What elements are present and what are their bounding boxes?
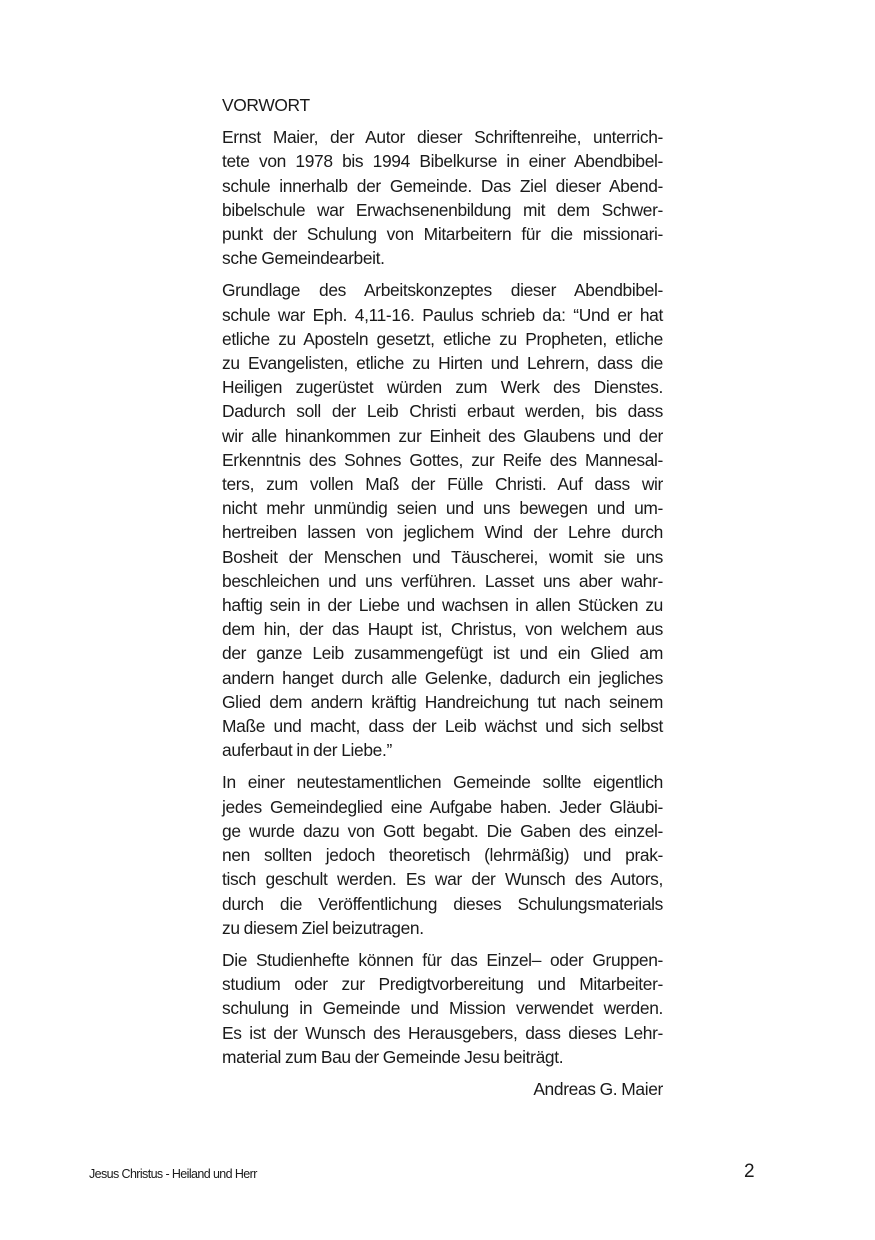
text-line: auferbaut in der Liebe.” <box>222 740 392 761</box>
text-line: beschleichen und uns verführen. Lasset uns aber wahr- <box>222 570 663 591</box>
signature: Andreas G. Maier <box>533 1078 663 1099</box>
text-line: zu diesem Ziel beizutragen. <box>222 917 424 938</box>
text-line: studium oder zur Predigtvorbereitung und Mitarbeiter- <box>222 974 663 995</box>
paragraph-3 <box>222 770 663 939</box>
text-line: schule innerhalb der Gemeinde. Das Ziel dieser Abend- <box>222 175 663 196</box>
text-line: Die Studienhefte können für das Einzel– oder Gruppen- <box>222 949 663 970</box>
text-line: schule war Eph. 4,11-16. Paulus schrieb da: “Und er hat <box>222 304 663 325</box>
text-line: Heiligen zugerüstet würden zum Werk des Dienstes. <box>222 377 663 398</box>
text-line: Es ist der Wunsch des Herausgebers, dass dieses Lehr- <box>222 1022 663 1043</box>
text-line: Grundlage des Arbeitskonzeptes dieser Abendbibel- <box>222 280 663 301</box>
text-line: bibelschule war Erwachsenenbildung mit dem Schwer- <box>222 199 663 220</box>
text-line: Bosheit der Menschen und Täuscherei, womit sie uns <box>222 546 663 567</box>
text-line: Maße und macht, dass der Leib wächst und sich selbst <box>222 716 663 737</box>
text-line: durch die Veröffentlichung dieses Schulungsmaterials <box>222 893 663 914</box>
page-title: VORWORT <box>222 95 310 115</box>
text-line: wir alle hinankommen zur Einheit des Glaubens und der <box>222 425 663 446</box>
paragraph-4 <box>222 948 663 1069</box>
text-line: der ganze Leib zusammengefügt ist und ein Glied am <box>222 643 663 664</box>
text-line: dem hin, der das Haupt ist, Christus, von welchem aus <box>222 619 663 640</box>
text-line: tisch geschult werden. Es war der Wunsch des Autors, <box>222 869 663 890</box>
text-line: Dadurch soll der Leib Christi erbaut werden, bis dass <box>222 401 663 422</box>
text-line: sche Gemeindearbeit. <box>222 248 385 269</box>
text-line: Glied dem andern kräftig Handreichung tut nach seinem <box>222 691 663 712</box>
text-line: hertreiben lassen von jeglichem Wind der Lehre durch <box>222 522 663 543</box>
text-line: schulung in Gemeinde und Mission verwendet werden. <box>222 998 663 1019</box>
main-text <box>222 93 663 1101</box>
text-line: tete von 1978 bis 1994 Bibelkurse in einer Abendbibel- <box>222 151 663 172</box>
text-line: zu Evangelisten, etliche zu Hirten und Lehrern, dass die <box>222 353 663 374</box>
text-line: ge wurde dazu von Gott begabt. Die Gaben des einzel- <box>222 820 663 841</box>
footer-title: Jesus Christus - Heiland und Herr <box>89 1167 257 1181</box>
text-line: Ernst Maier, der Autor dieser Schriftenreihe, unterrich- <box>222 127 663 148</box>
paragraph-1 <box>222 125 663 270</box>
text-line: Erkenntnis des Sohnes Gottes, zur Reife des Mannesal- <box>222 449 663 470</box>
text-line: In einer neutestamentlichen Gemeinde sollte eigentlich <box>222 772 663 793</box>
text-line: jedes Gemeindeglied eine Aufgabe haben. Jeder Gläubi- <box>222 796 663 817</box>
text-line: etliche zu Aposteln gesetzt, etliche zu Propheten, etliche <box>222 328 663 349</box>
text-line: nen sollten jedoch theoretisch (lehrmäßig) und prak- <box>222 845 663 866</box>
text-line: nicht mehr unmündig seien und uns bewegen und um- <box>222 498 663 519</box>
text-line: material zum Bau der Gemeinde Jesu beiträgt. <box>222 1046 564 1067</box>
text-line: punkt der Schulung von Mitarbeitern für die missionari- <box>222 224 663 245</box>
text-line: andern hanget durch alle Gelenke, dadurch ein jegliches <box>222 667 663 688</box>
text-line: ters, zum vollen Maß der Fülle Christi. Auf dass wir <box>222 474 663 495</box>
text-line: haftig sein in der Liebe und wachsen in allen Stücken zu <box>222 595 663 616</box>
page-number: 2 <box>744 1161 755 1182</box>
paragraph-2 <box>222 278 663 762</box>
